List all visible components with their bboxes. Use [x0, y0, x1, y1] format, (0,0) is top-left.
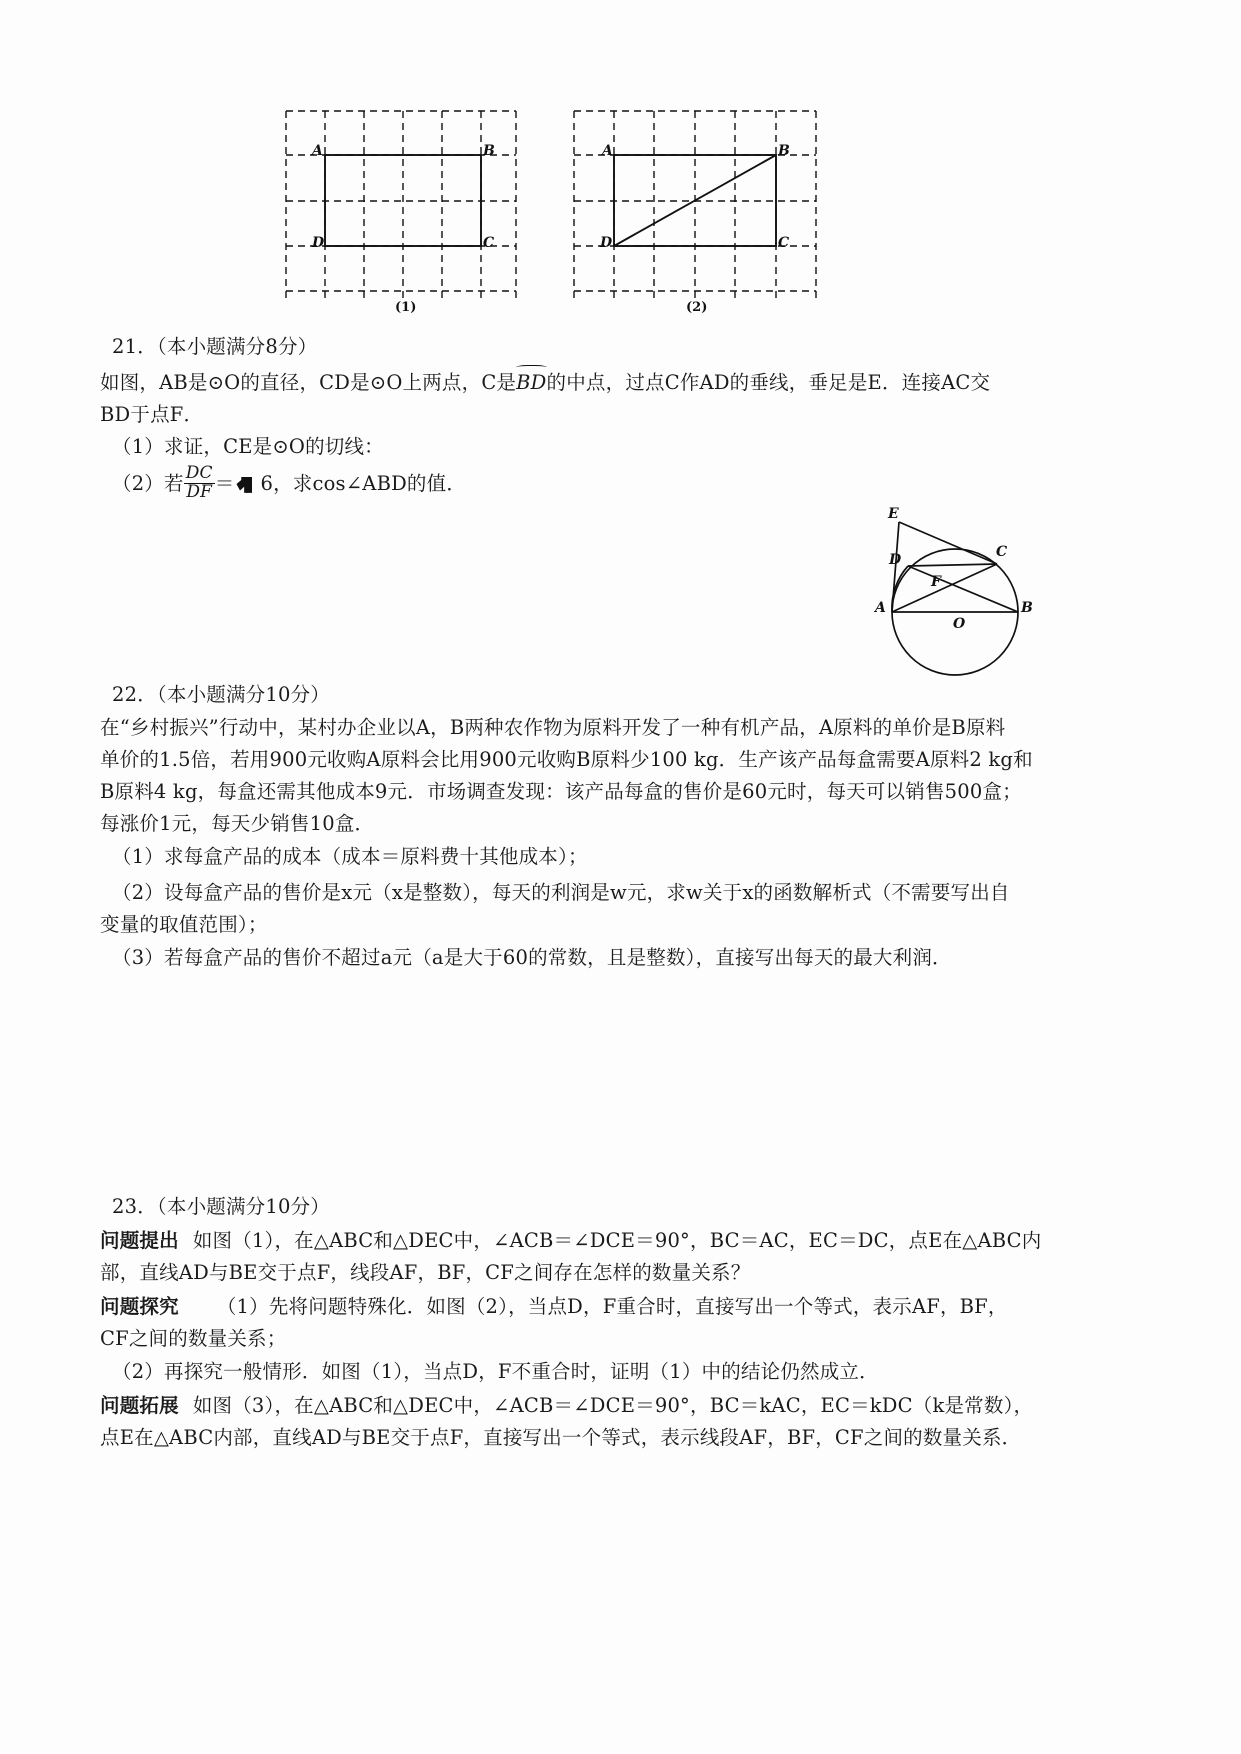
circle-label-B: B: [1021, 600, 1033, 616]
problem-21-part2-suffix: ，求cos∠ABD的值．: [273, 471, 467, 495]
problem-23-score: （本小题满分10分）: [156, 1195, 330, 1218]
circle-label-A: A: [875, 600, 886, 616]
problem-23-label-tuozhan: 问题拓展: [100, 1394, 179, 1417]
circle-label-D: D: [889, 552, 902, 568]
problem-23-tanjiu-line-2: CF之间的数量关系；: [100, 1327, 287, 1350]
figure-1-label-A: A: [312, 143, 323, 159]
problem-21-text-a: 如图，AB是⊙O的直径，CD是⊙O上两点，C是: [100, 371, 517, 394]
figure-2-caption: (2): [686, 300, 708, 315]
problem-23-label-tanjiu: 问题探究: [100, 1295, 179, 1318]
problem-21-part-1: [112, 432, 384, 462]
problem-21-heading: [112, 332, 317, 362]
problem-23-tanjiu-text-1: （1）先将问题特殊化．如图（2），当点D，F重合时，直接写出一个等式，表示AF，BF，: [216, 1295, 1008, 1318]
circle-label-E: E: [888, 506, 899, 522]
problem-22-line-4: 每涨价1元，每天少销售10盒．: [100, 812, 375, 835]
problem-21-part-2: [112, 463, 467, 503]
problem-21-text-b: 的中点，过点C作AD的垂线，垂足是E．连接AC交: [546, 371, 991, 394]
fraction-DC-over-DF: [184, 465, 215, 502]
problem-22-line-2: 单价的1.5倍，若用900元收购A原料会比用900元收购B原料少100 kg．生产该产品每盒需要A原料2 kg和: [100, 748, 1033, 771]
problem-21-part2-prefix: （2）若: [112, 471, 184, 495]
problem-23-tanjiu-line-3: （2）再探究一般情形．如图（1），当点D，F不重合时，证明（1）中的结论仍然成立．: [112, 1360, 879, 1383]
problem-23-tanjiu-line: [100, 1292, 1008, 1322]
problem-22-line-7: 变量的取值范围）；: [100, 913, 268, 936]
problem-21-part1-text: （1）求证，CE是⊙O的切线：: [112, 435, 384, 458]
problem-22-line-8: （3）若每盒产品的售价不超过a元（a是大于60的常数，且是整数），直接写出每天的最大利润．: [112, 946, 952, 969]
problem-23-tuozhan-line: [100, 1391, 1033, 1421]
circle-label-O: O: [953, 616, 966, 632]
problem-21-body-line1: [100, 368, 990, 398]
problem-21-body-line2: [100, 400, 203, 430]
circle-diagram-svg: [845, 500, 1065, 680]
circle-label-C: C: [996, 544, 1008, 560]
problem-23-tuozhan-line-2: 点E在△ABC内部，直线AD与BE交于点F，直接写出一个等式，表示线段AF，BF，CF之间的数量关系．: [100, 1426, 1022, 1449]
problem-23-heading: [112, 1192, 330, 1222]
figure-2-label-B: B: [778, 143, 790, 159]
problem-22-score: （本小题满分10分）: [156, 683, 330, 706]
problem-22-line-1: 在“乡村振兴”行动中，某村办企业以A，B两种农作物为原料开发了一种有机产品，A原料的单价是B原料: [100, 716, 1006, 739]
figure-2-label-A: A: [602, 143, 613, 159]
problem-21-radicand: 6: [260, 471, 274, 495]
problem-22-line-3: B原料4 kg，每盒还需其他成本9元．市场调查发现：该产品每盒的售价是60元时，每天可以销售500盒；: [100, 780, 1022, 803]
problem-21-equals: ＝: [214, 471, 235, 495]
figure-1-label-D: D: [312, 235, 325, 251]
problem-22-line-5: （1）求每盒产品的成本（成本＝原料费十其他成本）；: [112, 845, 588, 868]
figure-problem-21-circle: [845, 500, 1065, 680]
problem-23-tichu-line: [100, 1226, 1041, 1256]
figure-1-label-B: B: [483, 143, 495, 159]
problem-23-tuozhan-text-1: 如图（3），在△ABC和△DEC中，∠ACB＝∠DCE＝90°，BC＝kAC，EC＝kDC（k是常数），: [192, 1394, 1034, 1417]
fraction-numerator: DC: [185, 463, 213, 483]
figure-2-label-C: C: [778, 235, 790, 251]
problem-21-line2-text: BD于点F．: [100, 403, 204, 426]
problem-22-line-6: （2）设每盒产品的售价是x元（x是整数），每天的利润是w元，求w关于x的函数解析式（不需要写出自: [112, 881, 1010, 904]
sqrt-blot-icon: [234, 473, 260, 495]
figure-group-top: [278, 105, 826, 315]
problem-23-tichu-text-1: 如图（1），在△ABC和△DEC中，∠ACB＝∠DCE＝90°，BC＝AC，EC＝DC，点E在△ABC内: [192, 1229, 1042, 1252]
circle-label-F: F: [931, 574, 941, 590]
arc-BD: [516, 368, 546, 398]
problem-22-heading: [112, 680, 330, 710]
arc-BD-letters: BD: [516, 371, 547, 394]
problem-21-number: 21．: [112, 335, 157, 358]
figure-2-grid: [568, 105, 823, 300]
problem-22-number: 22．: [112, 683, 157, 706]
problem-21-score: （本小题满分8分）: [156, 335, 318, 358]
figure-1-caption: (1): [395, 300, 417, 315]
problem-23-label-tichu: 问题提出: [100, 1229, 179, 1252]
problem-23-number: 23．: [112, 1195, 157, 1218]
problem-23-tichu-line-2: 部，直线AD与BE交于点F，线段AF，BF，CF之间存在怎样的数量关系？: [100, 1261, 751, 1284]
figure-1-label-C: C: [483, 235, 495, 251]
figure-2-label-D: D: [600, 235, 613, 251]
figure-1-grid: [278, 105, 524, 300]
fraction-denominator: DF: [184, 483, 215, 502]
